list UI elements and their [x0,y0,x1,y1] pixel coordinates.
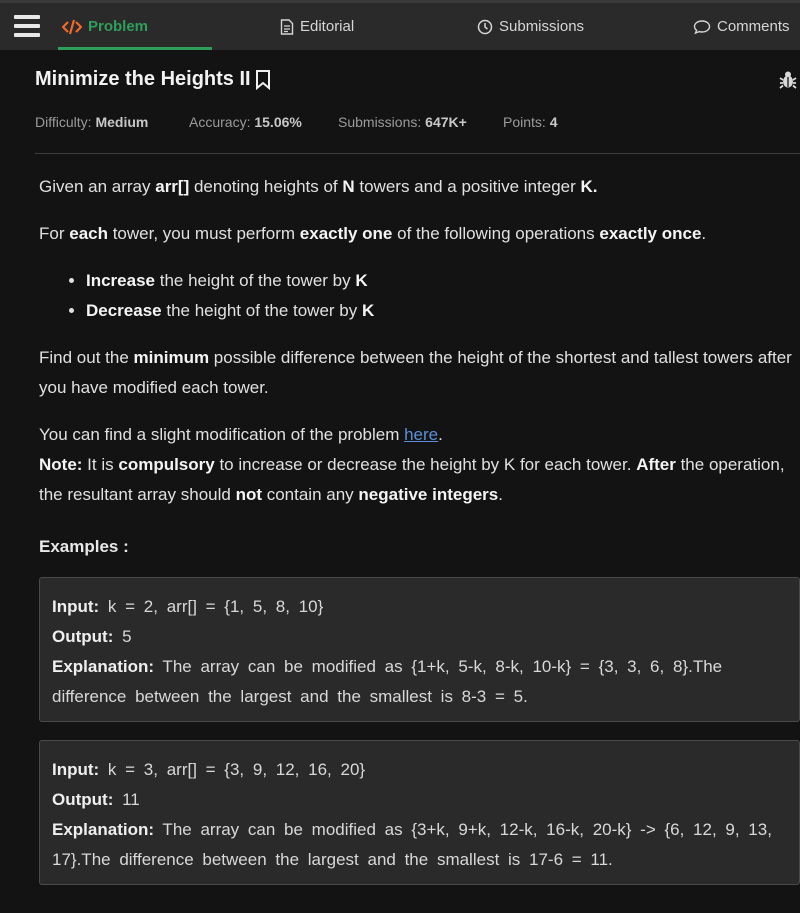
active-tab-indicator [58,47,212,50]
comment-icon [693,19,711,35]
clock-icon [477,19,493,35]
page-title [35,68,271,91]
problem-statement [39,172,799,579]
document-icon [280,19,294,35]
divider [35,153,800,154]
statement-paragraph: Given an array arr[] denoting heights of N towers and a positive integer K. [39,177,598,196]
tab-label: Submissions [499,18,585,35]
submissions-value: 647K+ [425,114,467,130]
list-item: • Increase the height of the tower by K [86,266,799,296]
accuracy-value: 15.06% [254,114,302,130]
tab-comments[interactable] [693,3,790,50]
examples-heading: Examples : [39,537,129,556]
tab-problem[interactable] [62,3,148,50]
points-meta: Points: 4 [503,114,558,130]
difficulty-meta: Difficulty: Medium [35,114,149,130]
top-navigation [0,0,800,50]
menu-icon[interactable] [14,15,40,39]
tab-label: Editorial [300,18,355,35]
tab-editorial[interactable] [280,3,354,50]
tab-submissions[interactable] [477,3,584,50]
operations-list [39,266,799,326]
tab-label: Comments [717,18,790,35]
list-item: • Decrease the height of the tower by K [86,296,799,326]
points-value: 4 [549,114,558,130]
example-box: Input: k = 3, arr[] = {3, 9, 12, 16, 20} Output: 11 Explanation: The array can be modified as {3+k, 9+k, 12-k, 16-k, 20-k} -> {6, 12, 9, 13, 17}.The difference between the largest and the smallest is 17-6 = 11. [39,740,800,885]
difficulty-value: Medium [95,114,149,130]
statement-paragraph: Find out the minimum possible difference between the height of the shortest and tallest towers after you have modified each tower. [39,348,792,397]
bug-report-icon[interactable] [778,70,798,90]
tab-label: Problem [88,18,149,35]
bookmark-icon[interactable] [255,69,271,90]
statement-paragraph: You can find a slight modification of the problem here. [39,425,443,444]
code-icon [62,19,82,35]
example-box: Input: k = 2, arr[] = {1, 5, 8, 10} Output: 5 Explanation: The array can be modified as {1+k, 5-k, 8-k, 10-k} = {3, 3, 6, 8}.The difference between the largest and the smallest is 8-3 = 5. [39,577,800,722]
here-link[interactable]: here [404,425,439,444]
note-paragraph: Note: It is compulsory to increase or decrease the height by K for each tower. After the operation, the resultant array should not contain any negative integers. [39,455,785,504]
submissions-meta: Submissions: 647K+ [338,114,467,130]
accuracy-meta: Accuracy: 15.06% [189,114,302,130]
problem-title: Minimize the Heights II [35,68,251,90]
statement-paragraph: For each tower, you must perform exactly one of the following operations exactly once. [39,224,707,243]
